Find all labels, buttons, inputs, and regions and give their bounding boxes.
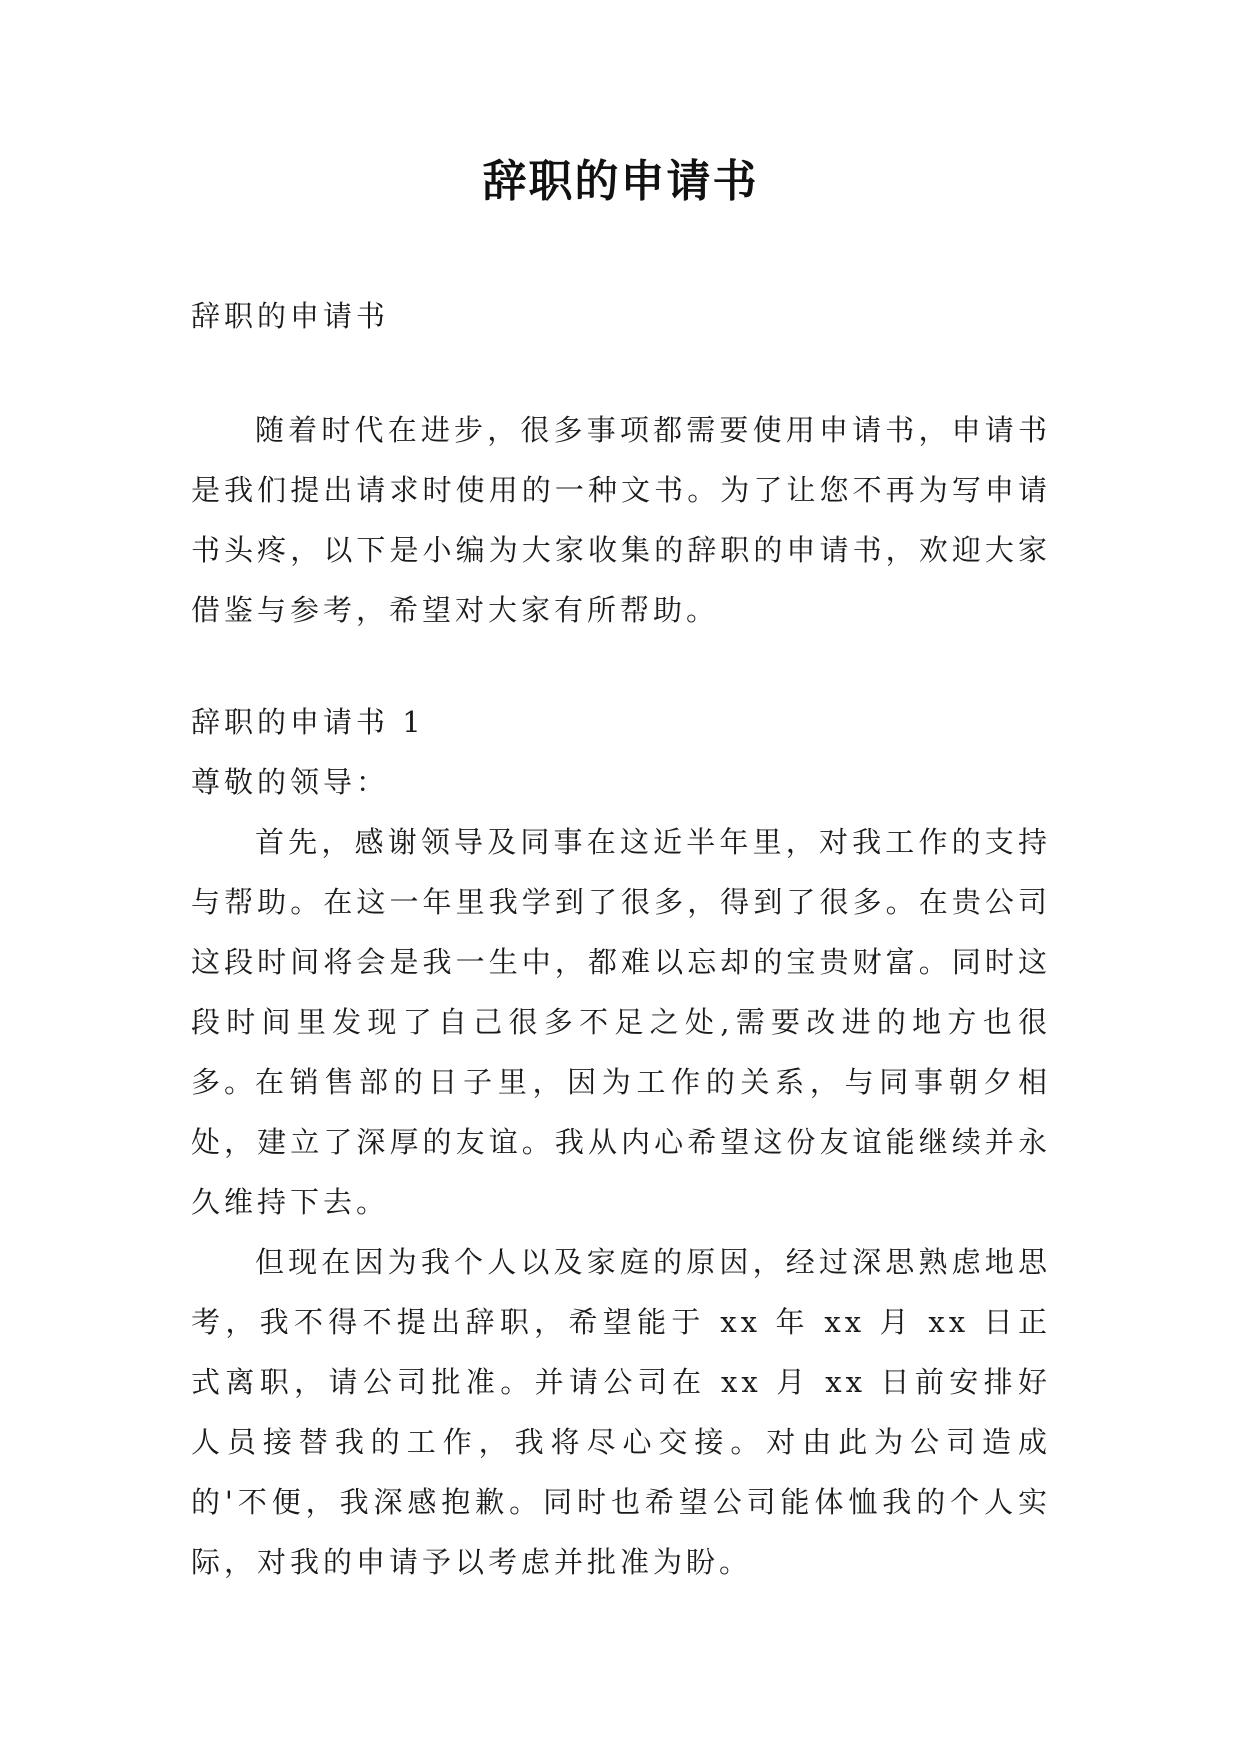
document-title: 辞职的申请书 (482, 156, 759, 207)
letter-heading: 辞职的申请书 1 (191, 705, 425, 739)
body-paragraph-2: 在销售部的日子里，因为工作的关系，与同事朝夕相处，建立了深厚的友谊。我从内心希望这份友谊能继续并永久维持下去。 (191, 1065, 1051, 1219)
salutation: 尊敬的领导： (191, 765, 390, 799)
body-paragraph-3: 但现在因为我个人以及家庭的原因，经过深思熟虑地思考，我不得不提出辞职，希望能于 xx 年 xx 月 xx 日正式离职，请公司批准。并请公司在 xx 月 xx 日前安排好人员接替我的工作，我将尽心交接。对由此为公司造成的'不便，我深感抱歉。同时也希望公司能体恤我的个人实际，对我的申请予以考虑并批准为盼。 (191, 1245, 1051, 1579)
body-paragraph-1: 首先，感谢领导及同事在这近半年里，对我工作的支持与帮助。在这一年里我学到了很多，得到了很多。在贵公司这段时间将会是我一生中，都难以忘却的宝贵财富。同时这段时间里发现了自己很多不足之处,需要改进的地方也很多。 (191, 825, 1051, 1099)
intro-paragraph: 随着时代在进步，很多事项都需要使用申请书，申请书是我们提出请求时使用的一种文书。为了让您不再为写申请书头疼，以下是小编为大家收集的辞职的申请书，欢迎大家借鉴与参考，希望对大家有所帮助。 (191, 413, 1051, 627)
document-subtitle: 辞职的申请书 (191, 299, 390, 333)
